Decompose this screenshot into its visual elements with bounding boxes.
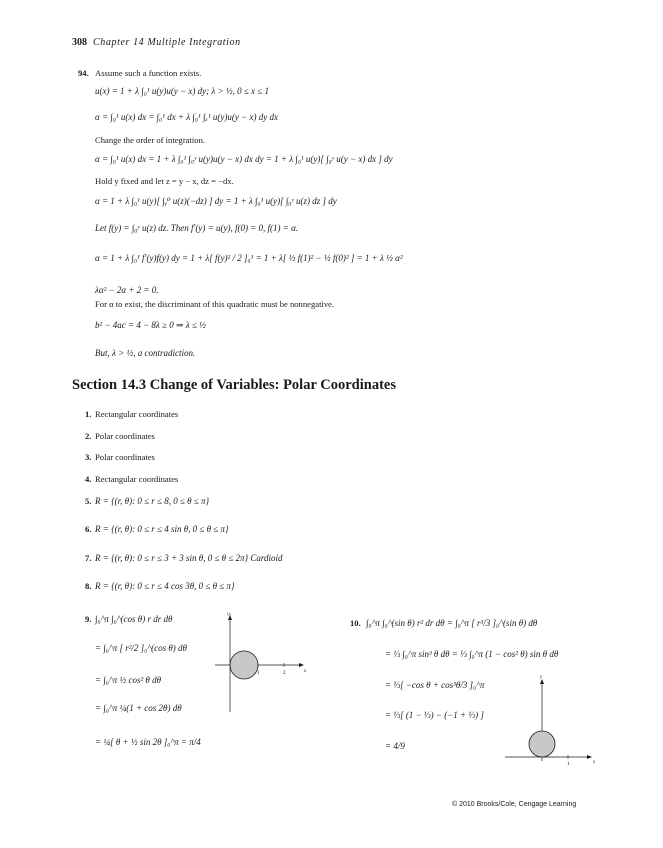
problem-9-step-3: = ∫₀^π ½ cos² θ dθ — [95, 675, 162, 685]
section-title: Section 14.3 Change of Variables: Polar Coordinates — [72, 377, 396, 393]
problem-9-step-5: = ¼[ θ + ½ sin 2θ ]₀^π = π/4 — [95, 737, 201, 747]
answer-5-number: 5. — [85, 496, 92, 506]
answer-1-text: Rectangular coordinates — [95, 409, 179, 419]
equation-94-3: α = ∫₀¹ u(x) dx = 1 + λ ∫₀¹ ∫₀ʸ u(y)u(y − x) dx dy = 1 + λ ∫₀¹ u(y)[ ∫₀ʸ u(y − x) dx ] dy — [95, 154, 393, 164]
answer-6-text: R = {(r, θ): 0 ≤ r ≤ 4 sin θ, 0 ≤ θ ≤ π} — [95, 524, 229, 534]
problem-9-x-tick-label-2: 2 — [283, 671, 286, 676]
problem-9-y-tick-label: ½ — [227, 613, 231, 618]
problem-94-number: 94. — [78, 68, 89, 78]
answer-5-text: R = {(r, θ): 0 ≤ r ≤ 8, 0 ≤ θ ≤ π} — [95, 496, 210, 506]
problem-9-x-arrow — [299, 663, 304, 667]
problem-10-step-4: = ⅓[ (1 − ⅓) − (−1 + ⅓) ] — [385, 710, 484, 720]
answer-2-number: 2. — [85, 431, 92, 441]
equation-94-2: α = ∫₀¹ u(x) dx = ∫₀¹ dx + λ ∫₀¹ ∫ₓ¹ u(y)u(y − x) dy dx — [95, 112, 278, 122]
equation-94-4: α = 1 + λ ∫₀¹ u(y)[ ∫ᵧ⁰ u(z)(−dz) ] dy = 1 + λ ∫₀¹ u(y)[ ∫₀ʸ u(z) dz ] dy — [95, 196, 337, 206]
conclusion-text: But, λ > ½, a contradiction. — [95, 348, 196, 358]
let-definition: Let f(y) = ∫₀ʸ u(z) dz. Then f′(y) = u(y), f(0) = 0, f(1) = α. — [95, 223, 299, 233]
problem-9-number: 9. — [85, 614, 92, 624]
problem-10-step-2: = ⅓ ∫₀^π sin³ θ dθ = ⅓ ∫₀^π (1 − cos² θ) sin θ dθ — [385, 649, 559, 659]
equation-94-5: α = 1 + λ ∫₀¹ f′(y)f(y) dy = 1 + λ[ f(y)² / 2 ]₀¹ = 1 + λ[ ½ f(1)² − ½ f(0)² ] = 1 + λ ½ α² — [95, 253, 403, 263]
problem-9-step-2: = ∫₀^π [ r²/2 ]₀^(cos θ) dθ — [95, 643, 187, 653]
answer-4-number: 4. — [85, 474, 92, 484]
problem-9-step-1: ∫₀^π ∫₀^(cos θ) r dr dθ — [95, 614, 173, 624]
page-header — [72, 37, 241, 48]
problem-94-intro: Assume such a function exists. — [95, 68, 202, 78]
problem-9-region-circle — [230, 651, 258, 679]
problem-10-step-3: = ⅓[ −cos θ + cos³θ/3 ]₀^π — [385, 680, 485, 690]
change-order-text: Change the order of integration. — [95, 135, 206, 145]
answer-3-number: 3. — [85, 452, 92, 462]
answer-8-text: R = {(r, θ): 0 ≤ r ≤ 4 cos 3θ, 0 ≤ θ ≤ π} — [95, 581, 235, 591]
footer-copyright: © 2010 Brooks/Cole, Cengage Learning — [452, 801, 577, 808]
equation-94-1: u(x) = 1 + λ ∫₀¹ u(y)u(y − x) dy; λ > ½, 0 ≤ x ≤ 1 — [95, 86, 269, 96]
answer-8-number: 8. — [85, 581, 92, 591]
answer-2-text: Polar coordinates — [95, 431, 155, 441]
answer-6-number: 6. — [85, 524, 92, 534]
discriminant-text: For α to exist, the discriminant of this quadratic must be nonnegative. — [95, 299, 335, 309]
problem-10-graph — [500, 675, 600, 765]
problem-9-x-axis-label: x — [304, 669, 307, 674]
problem-9-step-4: = ∫₀^π ¼(1 + cos 2θ) dθ — [95, 703, 182, 713]
problem-10-step-1: ∫₀^π ∫₀^(sin θ) r² dr dθ = ∫₀^π [ r³/3 ]₀^(sin θ) dθ — [366, 618, 538, 628]
equation-94-6: λα² − 2α + 2 = 0. — [95, 285, 159, 295]
hold-fixed-text: Hold y fixed and let z = y − x, dz = −dx. — [95, 176, 234, 186]
problem-10-x-arrow — [587, 755, 592, 759]
problem-10-y-axis-label: y — [540, 675, 543, 680]
answer-3-text: Polar coordinates — [95, 452, 155, 462]
equation-94-7: b² − 4ac = 4 − 8λ ≥ 0 ⇒ λ ≤ ½ — [95, 320, 206, 330]
problem-10-x-axis-label: x — [593, 760, 596, 765]
answer-1-number: 1. — [85, 409, 92, 419]
problem-9-graph — [200, 612, 310, 722]
answer-7-number: 7. — [85, 553, 92, 563]
problem-10-region-circle — [529, 731, 555, 757]
answer-7-text: R = {(r, θ): 0 ≤ r ≤ 3 + 3 sin θ, 0 ≤ θ ≤ 2π} Cardioid — [95, 553, 283, 563]
chapter-title: Chapter 14 Multiple Integration — [93, 37, 241, 48]
problem-10-step-5: = 4/9 — [385, 741, 405, 751]
problem-9-x-tick-label-1: 1 — [257, 671, 260, 676]
answer-4-text: Rectangular coordinates — [95, 474, 179, 484]
page-number: 308 — [72, 37, 87, 48]
problem-10-x-tick-label: 1 — [567, 762, 570, 767]
problem-10-number: 10. — [350, 618, 361, 628]
